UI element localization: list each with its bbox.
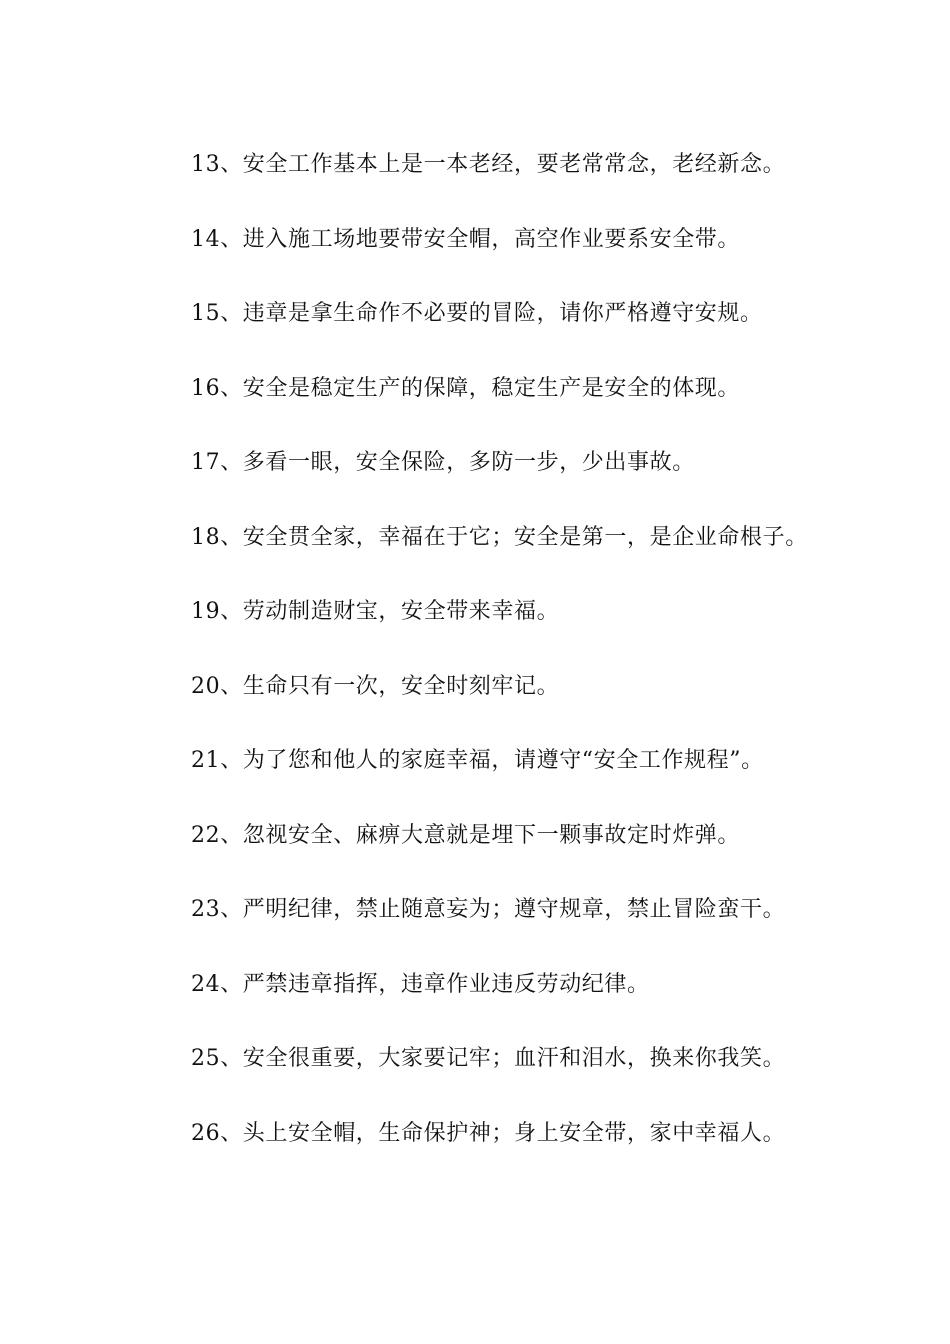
list-item: 19、劳动制造财宝，安全带来幸福。 [191, 599, 560, 624]
list-item: 25、安全很重要，大家要记牢；血汗和泪水，换来你我笑。 [191, 1046, 786, 1071]
list-item: 17、多看一眼，安全保险，多防一步，少出事故。 [191, 450, 695, 475]
list-item: 24、严禁违章指挥，违章作业违反劳动纪律。 [191, 971, 650, 997]
slogan-list [145, 128, 810, 1171]
list-item: 13、安全工作基本上是一本老经，要老常常念，老经新念。 [191, 152, 786, 177]
list-item: 23、严明纪律，禁止随意妄为；遵守规章，禁止冒险蛮干。 [191, 897, 786, 922]
list-item: 21、为了您和他人的家庭幸福，请遵守“安全工作规程”。 [191, 748, 764, 773]
list-item: 20、生命只有一次，安全时刻牢记。 [191, 673, 560, 699]
list-item: 18、安全贯全家，幸福在于它；安全是第一，是企业命根子。 [191, 524, 808, 550]
list-item: 26、头上安全帽，生命保护神；身上安全带，家中幸福人。 [191, 1120, 786, 1146]
list-item: 16、安全是稳定生产的保障，稳定生产是安全的体现。 [191, 375, 740, 401]
list-item: 14、进入施工场地要带安全帽，高空作业要系安全带。 [191, 226, 740, 252]
list-item: 15、违章是拿生命作不必要的冒险，请你严格遵守安规。 [191, 301, 763, 326]
list-item: 22、忽视安全、麻痹大意就是埋下一颗事故定时炸弹。 [191, 822, 740, 848]
